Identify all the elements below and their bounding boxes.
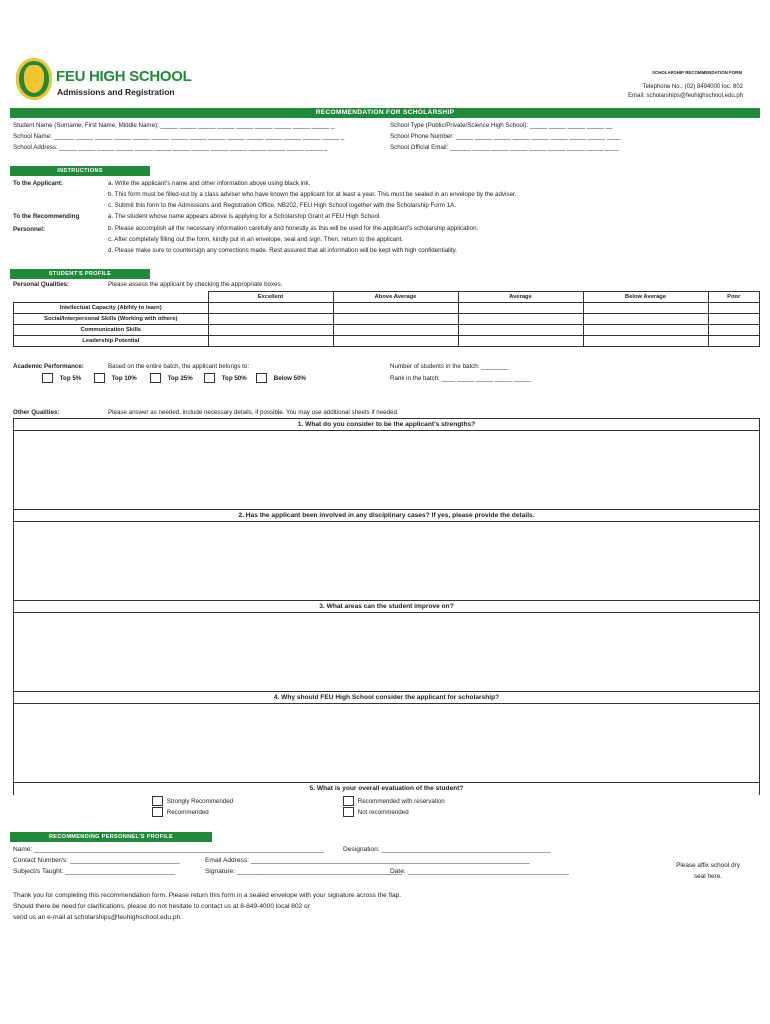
column-header: Above Average: [333, 292, 458, 303]
question-2-answer-area[interactable]: [14, 522, 759, 600]
personal-qualities-instructions: Please assess the applicant by checking the appropriate boxes.: [108, 281, 283, 288]
rating-cell[interactable]: [333, 303, 458, 314]
column-header: Below Average: [583, 292, 708, 303]
row-label: Intellectual Capacity (Ability to learn): [14, 303, 209, 314]
below-50-option[interactable]: [256, 373, 306, 383]
top-25-option[interactable]: [150, 373, 193, 383]
personnel-signature-field[interactable]: Signature: _____________________________________________: [205, 868, 402, 875]
table-row: [14, 314, 760, 325]
school-email-field[interactable]: School Official Email: ______ _____ _____ _____ _____ _____ _____ _____ ____: [390, 144, 619, 151]
academic-performance-label: Academic Performance:: [13, 363, 84, 370]
rating-cell[interactable]: [208, 336, 333, 347]
instruction-item: b. This form must be filled-out by a class adviser who have known the applicant for at least a year. This must be sealed in an envelope by the adviser.: [108, 191, 517, 198]
checkbox[interactable]: [256, 373, 267, 383]
to-recommending-label-2: Personnel:: [13, 226, 45, 233]
rating-cell[interactable]: [583, 303, 708, 314]
to-recommending-label: To the Recommending: [13, 213, 80, 220]
checkbox[interactable]: [150, 373, 161, 383]
recommended-with-reservation-option[interactable]: [343, 796, 445, 806]
table-row: [14, 325, 760, 336]
feu-seal-emblem: [24, 65, 44, 93]
option-label: Top 50%: [221, 374, 247, 382]
table-header-row: [14, 292, 760, 303]
school-name-field[interactable]: School Name: ______ _____ _____ _____ _____ _____ _____ _____ _____ _____ _____ _____ _____ _____ _____ _: [13, 133, 345, 140]
academic-performance-text: Based on the entire batch, the applicant belongs to:: [108, 363, 250, 370]
option-label: Strongly Recommended: [166, 797, 234, 805]
question-1-title: 1. What do you consider to be the applicant's strengths?: [14, 419, 759, 431]
option-label: Top 10%: [111, 374, 137, 382]
column-header: Excellent: [208, 292, 333, 303]
footer-line-3: send us an e-mail at scholarships@feuhighschool.edu.ph.: [13, 914, 183, 921]
logo-title: FEU HIGH SCHOOL: [56, 68, 192, 85]
instruction-item: a. The student whose name appears above is applying for a Scholarship Grant at FEU High School.: [108, 213, 381, 220]
dry-seal-line-2: seal here.: [693, 873, 723, 880]
question-2-title: 2. Has the applicant been involved in any disciplinary cases? If yes, please provide the details.: [14, 510, 759, 522]
top-50-option[interactable]: [204, 373, 247, 383]
question-1-answer-area[interactable]: [14, 431, 759, 509]
personnel-email-field[interactable]: Email Address: ____________________________________________________________________________: [205, 857, 530, 864]
rating-cell[interactable]: [708, 314, 760, 325]
checkbox[interactable]: [152, 807, 163, 817]
school-address-field[interactable]: School Address: _____ _____ _____ _____ _____ _____ _____ _____ _____ _____ _____ _____ _____ _____ _: [13, 144, 328, 151]
top-10-option[interactable]: [94, 373, 137, 383]
top-5-option[interactable]: [42, 373, 81, 383]
row-label: Leadership Potential: [14, 336, 209, 347]
table-row: [14, 303, 760, 314]
question-5-title: 5. What is your overall evaluation of the student?: [309, 785, 464, 792]
footer-text: [13, 890, 401, 923]
question-5-box: [13, 782, 760, 795]
row-label: Communication Skills: [14, 325, 209, 336]
instruction-item: b. Please accomplish all the necessary information carefully and honestly as this will be used for the applicant's scholarship application.: [108, 225, 479, 232]
rating-cell[interactable]: [583, 336, 708, 347]
strongly-recommended-option[interactable]: [152, 796, 233, 806]
title-bar: RECOMMENDATION FOR SCHOLARSHIP: [10, 108, 760, 118]
dry-seal-note: [668, 860, 748, 882]
rating-cell[interactable]: [583, 325, 708, 336]
rating-cell[interactable]: [458, 303, 583, 314]
instructions-heading: INSTRUCTIONS: [10, 166, 150, 176]
rating-cell[interactable]: [708, 325, 760, 336]
personal-qualities-label: Personal Qualities:: [13, 281, 70, 288]
recommended-option[interactable]: [152, 807, 209, 817]
question-4-answer-area[interactable]: [14, 704, 759, 782]
header-email: Email: scholarships@feuhighschool.edu.ph: [628, 93, 743, 99]
batch-count-field[interactable]: Number of students in the batch: ________: [390, 363, 509, 370]
other-qualities-label: Other Qualities:: [13, 409, 60, 416]
footer-line-2: Should there be need for clarifications, please do not hesitate to contact us at 8-849-4000 local 802 or: [13, 903, 310, 910]
rating-cell[interactable]: [708, 336, 760, 347]
school-phone-field[interactable]: School Phone Number: _____ _____ _____ _____ _____ _____ _____ _____ ____: [390, 133, 621, 140]
to-applicant-label: To the Applicant:: [13, 180, 63, 187]
option-label: Recommended: [166, 808, 209, 816]
not-recommended-option[interactable]: [343, 807, 409, 817]
personnel-name-field[interactable]: Name: _______________________________________________________________________________: [13, 846, 324, 853]
personnel-contact-field[interactable]: Contact Number/s: ______________________________: [13, 857, 180, 864]
instruction-item: c. After completely filling out the form, kindly put in an envelope, seal and sign. Then, return to the applicant.: [108, 236, 403, 243]
checkbox[interactable]: [42, 373, 53, 383]
rating-cell[interactable]: [708, 303, 760, 314]
instruction-item: d. Please make sure to countersign any corrections made. Rest assured that all information will be kept with high confidentiality.: [108, 247, 457, 254]
school-type-field[interactable]: School Type (Public/Private/Science High School): _____ _____ _____ _____ __: [390, 122, 613, 129]
question-3-box: [13, 600, 760, 692]
rating-cell[interactable]: [583, 314, 708, 325]
footer-line-1: Thank you for completing this recommendation form. Please return this form in a sealed envelope with your signature across the flap.: [13, 892, 402, 899]
question-3-title: 3. What areas can the student improve on?: [14, 601, 759, 613]
option-label: Top 5%: [59, 374, 82, 382]
column-header: Average: [458, 292, 583, 303]
checkbox[interactable]: [204, 373, 215, 383]
question-1-box: [13, 418, 760, 510]
question-4-title: 4. Why should FEU High School consider the applicant for scholarship?: [14, 692, 759, 704]
rating-cell[interactable]: [458, 336, 583, 347]
personnel-subjects-field[interactable]: Subject/s Taught: ______________________________: [13, 868, 176, 875]
table-row: [14, 336, 760, 347]
personal-qualities-table: [13, 291, 760, 347]
rank-field[interactable]: Rank in the batch: ____ _____ _____ _____ _____: [390, 375, 532, 382]
rating-cell[interactable]: [458, 325, 583, 336]
dry-seal-line-1: Please affix school dry: [676, 862, 740, 869]
rating-cell[interactable]: [333, 336, 458, 347]
form-code: SCHOLARSHIP RECOMMENDATION FORM: [652, 70, 742, 75]
option-label: Not recommended: [357, 808, 409, 816]
rating-cell[interactable]: [208, 325, 333, 336]
rating-cell[interactable]: [333, 325, 458, 336]
rating-cell[interactable]: [208, 303, 333, 314]
instruction-item: a. Write the applicant's name and other information above using black ink.: [108, 180, 311, 187]
rating-cell[interactable]: [458, 314, 583, 325]
rating-cell[interactable]: [208, 314, 333, 325]
student-name-field[interactable]: Student Name (Surname, First Name, Middle Name): _____ _____ _____ _____ _____ _____ _____ _____ _____ _: [13, 122, 335, 129]
rating-cell[interactable]: [333, 314, 458, 325]
personnel-date-field[interactable]: Date: ____________________________________________: [390, 868, 569, 875]
checkbox[interactable]: [343, 807, 354, 817]
question-3-answer-area[interactable]: [14, 613, 759, 691]
checkbox[interactable]: [343, 796, 354, 806]
logo-subtitle: Admissions and Registration: [57, 87, 175, 97]
question-2-box: [13, 509, 760, 601]
option-label: Top 25%: [167, 374, 193, 382]
students-profile-heading: STUDENT'S PROFILE: [10, 269, 150, 279]
column-header: Poor: [708, 292, 760, 303]
checkbox[interactable]: [152, 796, 163, 806]
instruction-item: c. Submit this form to the Admissions and Registration Office, NB202, FEU High School together with the Scholarship Form 1A.: [108, 202, 456, 209]
header-telephone: Telephone No.: (02) 8494000 loc. 802: [642, 84, 743, 90]
option-label: Below 50%: [273, 374, 307, 382]
table-corner: [14, 292, 209, 303]
checkbox[interactable]: [94, 373, 105, 383]
personnel-designation-field[interactable]: Designation: ______________________________________________: [343, 846, 551, 853]
row-label: Social/Interpersonal Skills (Working with others): [14, 314, 209, 325]
personnel-profile-heading: RECOMMENDING PERSONNEL'S PROFILE: [10, 832, 212, 842]
option-label: Recommended with reservation: [357, 797, 445, 805]
other-qualities-text: Please answer as needed, include necessary details, if possible. You may use additional sheets if needed.: [108, 409, 399, 416]
question-4-box: [13, 691, 760, 783]
